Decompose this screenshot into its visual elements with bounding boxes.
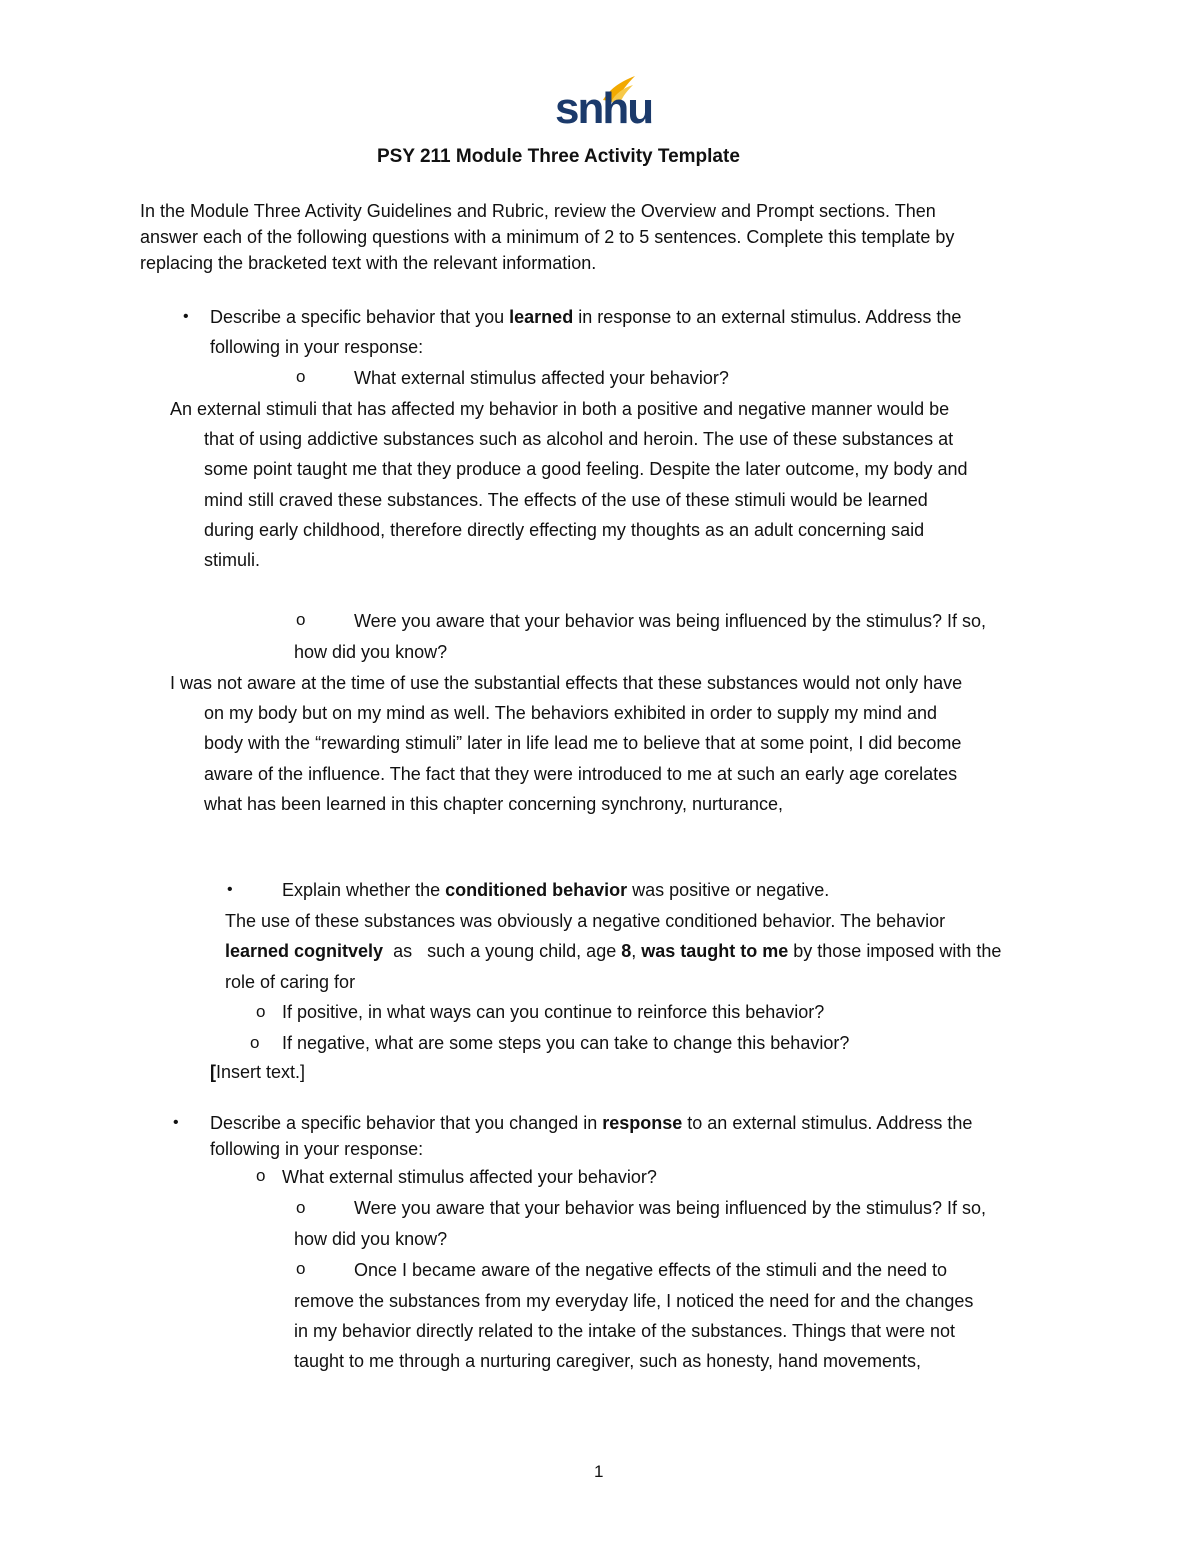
- circle-marker: o: [296, 610, 306, 629]
- answer-line: that of using addictive substances such as alcohol and heroin. The use of these substances at: [204, 429, 954, 449]
- answer-line: mind still craved these substances. The effects of the use of these stimuli would be learned: [204, 490, 928, 510]
- prompt-text: in response to an external stimulus. Address the: [573, 307, 962, 327]
- section1-prompt-line2: following in your response:: [210, 337, 424, 357]
- answer-line: aware of the influence. The fact that they were introduced to me at such an early age corelates: [204, 764, 958, 784]
- circle-marker: o: [250, 1033, 260, 1052]
- answer-line: in my behavior directly related to the intake of the substances. Things that were not: [294, 1321, 956, 1341]
- circle-marker: o: [296, 1198, 306, 1217]
- prompt-text: to an external stimulus. Address the: [682, 1113, 973, 1133]
- section3-prompt-line2: following in your response:: [210, 1139, 424, 1159]
- prompt-emphasis: response: [602, 1113, 683, 1133]
- bullet-marker: •: [173, 1114, 179, 1131]
- section3-question-2-line2: how did you know?: [294, 1229, 448, 1249]
- section1-prompt: [210, 306, 961, 328]
- circle-marker: o: [296, 1259, 306, 1278]
- intro-line: replacing the bracketed text with the relevant information.: [140, 253, 597, 273]
- answer-text: as such a young child, age: [383, 941, 622, 961]
- answer-line: what has been learned in this chapter concerning synchrony, nurturance,: [204, 794, 784, 814]
- page-number: 1: [594, 1462, 604, 1481]
- answer-emphasis: learned cognitvely: [225, 941, 384, 961]
- prompt-emphasis: conditioned behavior: [445, 880, 628, 900]
- intro-line: In the Module Three Activity Guidelines and Rubric, review the Overview and Prompt sections. Then: [140, 201, 936, 221]
- answer-emphasis: was taught to me: [641, 941, 789, 961]
- logo-wordmark: snhu: [555, 84, 653, 133]
- section2-question-positive: If positive, in what ways can you continue to reinforce this behavior?: [282, 1002, 825, 1022]
- bracket: [: [210, 1062, 216, 1082]
- circle-marker: o: [296, 367, 306, 386]
- bullet-marker: •: [183, 308, 189, 325]
- answer-line: An external stimuli that has affected my behavior in both a positive and negative manner would be: [170, 399, 950, 419]
- answer-line: role of caring for: [225, 972, 356, 992]
- prompt-text: Explain whether the: [282, 880, 446, 900]
- page-title: PSY 211 Module Three Activity Template: [377, 146, 740, 167]
- answer-line: Once I became aware of the negative effects of the stimuli and the need to: [354, 1260, 948, 1280]
- answer-line: during early childhood, therefore directly effecting my thoughts as an adult concerning said: [204, 520, 925, 540]
- answer-text: ,: [631, 941, 642, 961]
- section3-question-2: Were you aware that your behavior was being influenced by the stimulus? If so,: [354, 1198, 987, 1218]
- prompt-text: was positive or negative.: [627, 880, 830, 900]
- section2-question-negative: If negative, what are some steps you can take to change this behavior?: [282, 1033, 850, 1053]
- intro-line: answer each of the following questions with a minimum of 2 to 5 sentences. Complete this template by: [140, 227, 955, 247]
- bullet-marker: •: [227, 881, 233, 898]
- answer-line: remove the substances from my everyday life, I noticed the need for and the changes: [294, 1291, 974, 1311]
- section2-prompt: [282, 879, 829, 901]
- circle-marker: o: [256, 1002, 266, 1021]
- answer-line: some point taught me that they produce a good feeling. Despite the later outcome, my body and: [204, 459, 968, 479]
- section3-question-1: What external stimulus affected your behavior?: [282, 1167, 657, 1187]
- answer-emphasis: 8: [621, 941, 632, 961]
- placeholder-text: Insert text.]: [216, 1062, 306, 1082]
- section1-question-1: What external stimulus affected your behavior?: [354, 368, 729, 388]
- answer-line: The use of these substances was obviously a negative conditioned behavior. The behavior: [225, 911, 946, 931]
- answer-line: I was not aware at the time of use the substantial effects that these substances would not only have: [170, 673, 963, 693]
- section1-question-2: Were you aware that your behavior was being influenced by the stimulus? If so,: [354, 611, 987, 631]
- circle-marker: o: [256, 1166, 266, 1185]
- section3-prompt: [210, 1112, 972, 1134]
- prompt-text: Describe a specific behavior that you changed in: [210, 1113, 603, 1133]
- prompt-text: Describe a specific behavior that you: [210, 307, 510, 327]
- answer-text: by those imposed with the: [788, 941, 1002, 961]
- snhu-logo: [553, 74, 653, 134]
- answer-line: stimuli.: [204, 550, 261, 570]
- answer-line: on my body but on my mind as well. The behaviors exhibited in order to supply my mind and: [204, 703, 938, 723]
- answer-line: body with the “rewarding stimuli” later in life lead me to believe that at some point, I did become: [204, 733, 962, 753]
- prompt-emphasis: learned: [509, 307, 574, 327]
- section1-question-2-line2: how did you know?: [294, 642, 448, 662]
- answer-line: [225, 940, 1001, 962]
- insert-text-placeholder: [210, 1061, 305, 1083]
- answer-line: taught to me through a nurturing caregiver, such as honesty, hand movements,: [294, 1351, 922, 1371]
